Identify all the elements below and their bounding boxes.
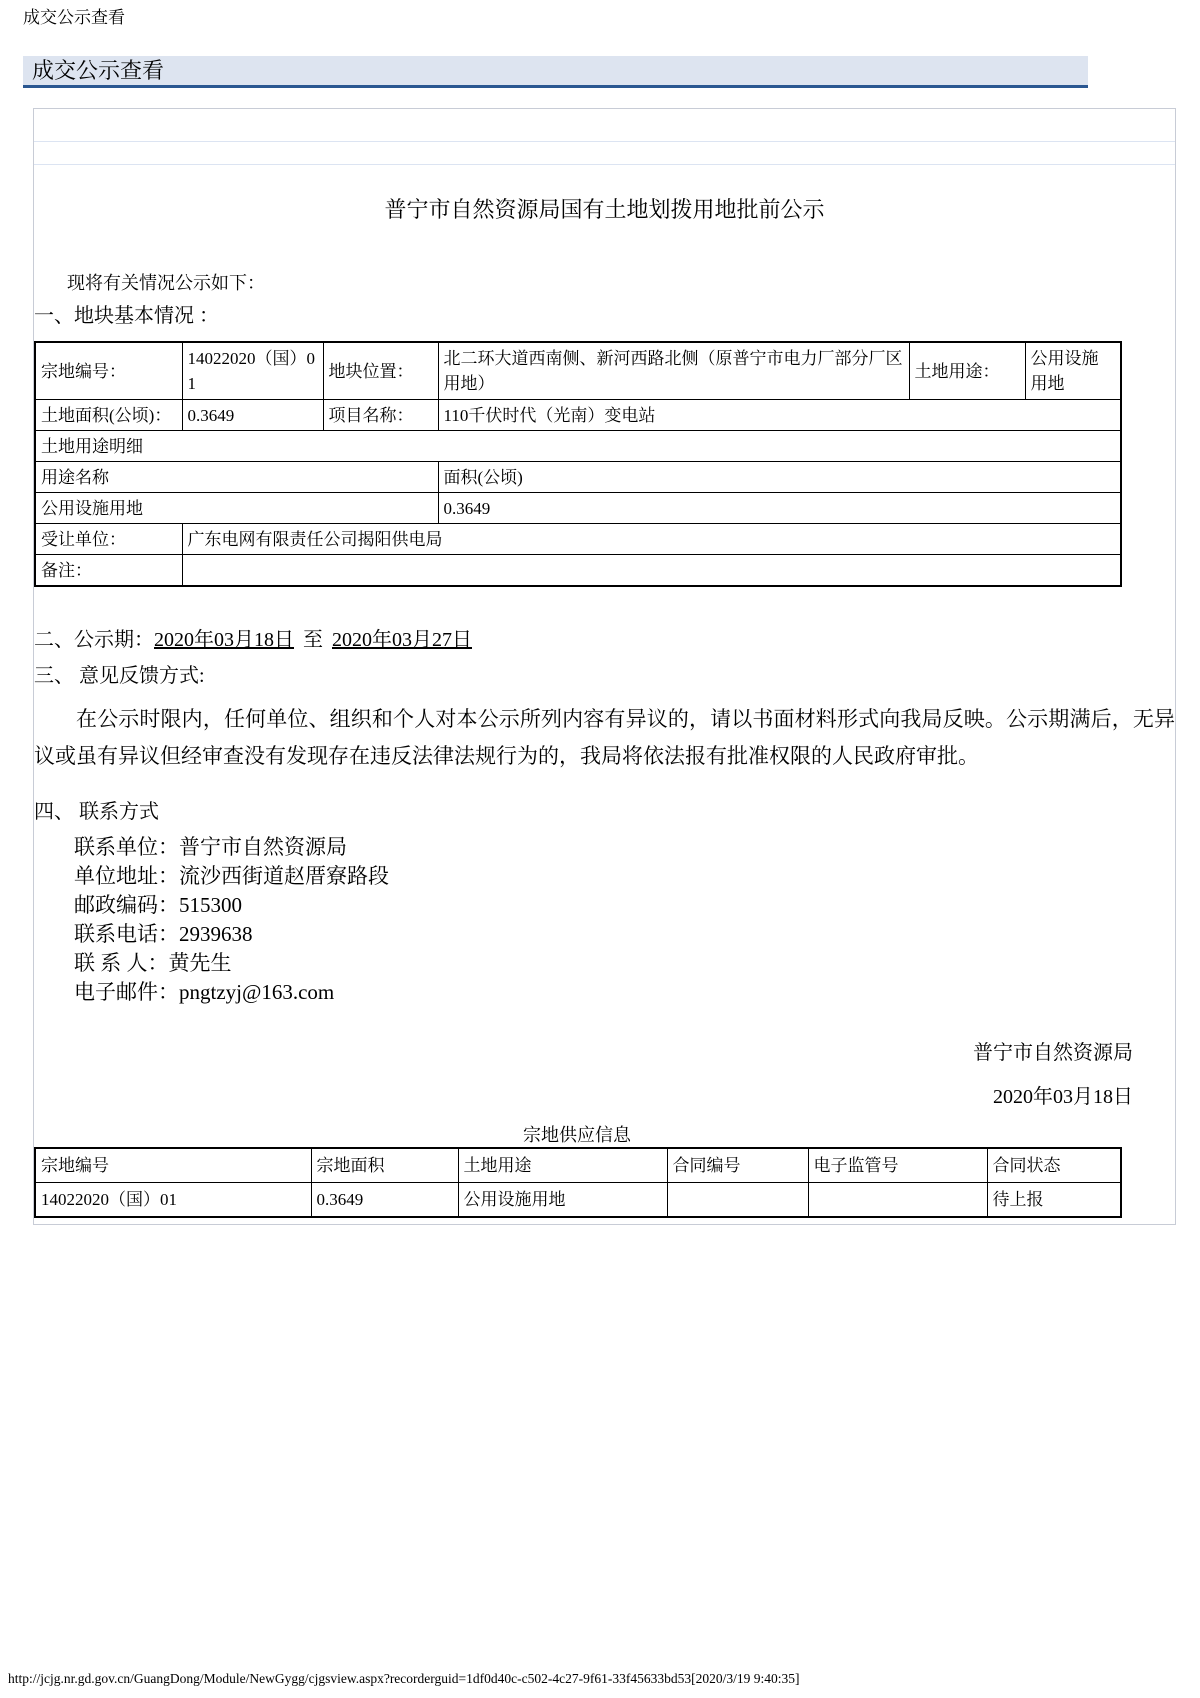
feedback-paragraph: 在公示时限内，任何单位、组织和个人对本公示所列内容有异议的，请以书面材料形式向我局反映。公示期满后，无异议或虽有异议但经审查没有发现存在违反法律法规行为的，我局将依法报有批准权限的人民政府审批。: [34, 707, 1175, 768]
contact-value: 515300: [179, 893, 242, 917]
cell-supervision-no: [808, 1183, 987, 1218]
supply-header-row: [35, 1148, 1121, 1183]
content-panel: [33, 108, 1176, 1225]
col-header-contract-no: 合同编号: [667, 1148, 808, 1183]
grantee-value-cell: 广东电网有限责任公司揭阳供电局: [182, 524, 1121, 555]
contact-label: 联系电话：: [74, 922, 179, 946]
location-value-cell: 北二环大道西南侧、新河西路北侧（原普宁市电力厂部分厂区用地）: [438, 342, 909, 400]
contact-value: 2939638: [179, 922, 253, 946]
section-1-heading: 一、地块基本情况 ：: [34, 305, 219, 327]
area-label-cell: 土地面积(公顷)：: [35, 400, 182, 431]
supply-info-table: [34, 1147, 1122, 1218]
footer-url: http://jcjg.nr.gd.gov.cn/GuangDong/Module/NewGygg/cjgsview.aspx?recorderguid=1df0d40c-c502-4c27-9f61-33f45633bd53[2020/3/19 9:40:35]: [8, 1671, 800, 1686]
supply-data-row: [35, 1183, 1121, 1218]
project-value-cell: 110千伏时代（光南）变电站: [438, 400, 1121, 431]
contact-label: 单位地址：: [74, 864, 179, 888]
col-header-supervision-no: 电子监管号: [808, 1148, 987, 1183]
use-name-value-cell: 公用设施用地: [35, 493, 438, 524]
table-row: [35, 342, 1121, 400]
location-label-cell: 地块位置：: [323, 342, 438, 400]
contact-label: 邮政编码：: [74, 893, 179, 917]
remark-label-cell: 备注：: [35, 555, 182, 587]
table-row: [35, 400, 1121, 431]
table-row: [35, 555, 1121, 587]
contact-line-person: [74, 949, 1175, 978]
use-area-value-cell: 0.3649: [438, 493, 1121, 524]
cell-contract-no: [667, 1183, 808, 1218]
header-bar: [23, 56, 1088, 88]
land-use-value-cell: 公用设施用地: [1025, 342, 1121, 400]
table-row: [35, 524, 1121, 555]
section-2-heading: [34, 627, 1175, 653]
notice-title: 普宁市自然资源局国有土地划拨用地批前公示: [384, 197, 825, 222]
contact-line-phone: [74, 920, 1175, 949]
contacts-block: [34, 833, 1175, 1007]
contact-value: 黄先生: [168, 951, 232, 975]
period-end-date: 2020年03月27日: [332, 629, 472, 651]
col-header-contract-status: 合同状态: [987, 1148, 1121, 1183]
col-header-land-use: 土地用途: [458, 1148, 667, 1183]
contact-value: 流沙西街道赵厝寮路段: [179, 864, 389, 888]
contact-line-email: [74, 978, 1175, 1007]
contact-line-address: [74, 862, 1175, 891]
section-2-label: 二、公示期：: [34, 629, 154, 651]
cell-contract-status: 待上报: [987, 1183, 1121, 1218]
period-separator: 至: [303, 629, 323, 651]
section-3-heading: 三、 意见反馈方式:: [34, 665, 205, 687]
area-value-cell: 0.3649: [182, 400, 323, 431]
parcel-no-label-cell: 宗地编号：: [35, 342, 182, 400]
use-name-header-cell: 用途名称: [35, 462, 438, 493]
contact-line-postcode: [74, 891, 1175, 920]
panel-empty-row-1: [34, 109, 1175, 142]
section-4-heading: 四、 联系方式: [34, 801, 159, 823]
parcel-no-value-cell: 14022020（国）01: [182, 342, 323, 400]
contact-label: 联系单位：: [74, 835, 179, 859]
parcel-info-table: [34, 341, 1122, 587]
use-area-header-cell: 面积(公顷): [438, 462, 1121, 493]
contact-line-unit: [74, 833, 1175, 862]
use-detail-header-cell: 土地用途明细: [35, 431, 1121, 462]
grantee-label-cell: 受让单位：: [35, 524, 182, 555]
contact-value: 普宁市自然资源局: [179, 835, 347, 859]
contact-value: pngtzyj@163.com: [179, 980, 335, 1004]
page-title: 成交公示查看: [23, 8, 125, 27]
table-row: [35, 462, 1121, 493]
header-title: 成交公示查看: [32, 58, 165, 83]
contact-label: 联 系 人：: [74, 951, 169, 975]
cell-parcel-area: 0.3649: [311, 1183, 458, 1218]
col-header-parcel-area: 宗地面积: [311, 1148, 458, 1183]
period-start-date: 2020年03月18日: [154, 629, 294, 651]
signature-org: 普宁市自然资源局: [973, 1042, 1133, 1064]
table-row: [35, 431, 1121, 462]
cell-land-use: 公用设施用地: [458, 1183, 667, 1218]
project-label-cell: 项目名称：: [323, 400, 438, 431]
col-header-parcel-no: 宗地编号: [35, 1148, 311, 1183]
signature-block: [34, 1031, 1175, 1119]
notice-intro: 现将有关情况公示如下：: [67, 273, 265, 293]
remark-value-cell: [182, 555, 1121, 587]
table-row: [35, 493, 1121, 524]
supply-table-caption: 宗地供应信息: [523, 1125, 631, 1145]
panel-empty-row-2: [34, 142, 1175, 165]
land-use-label-cell: 土地用途：: [909, 342, 1025, 400]
contact-label: 电子邮件：: [74, 980, 179, 1004]
cell-parcel-no: 14022020（国）01: [35, 1183, 311, 1218]
signature-date: 2020年03月18日: [993, 1086, 1133, 1108]
